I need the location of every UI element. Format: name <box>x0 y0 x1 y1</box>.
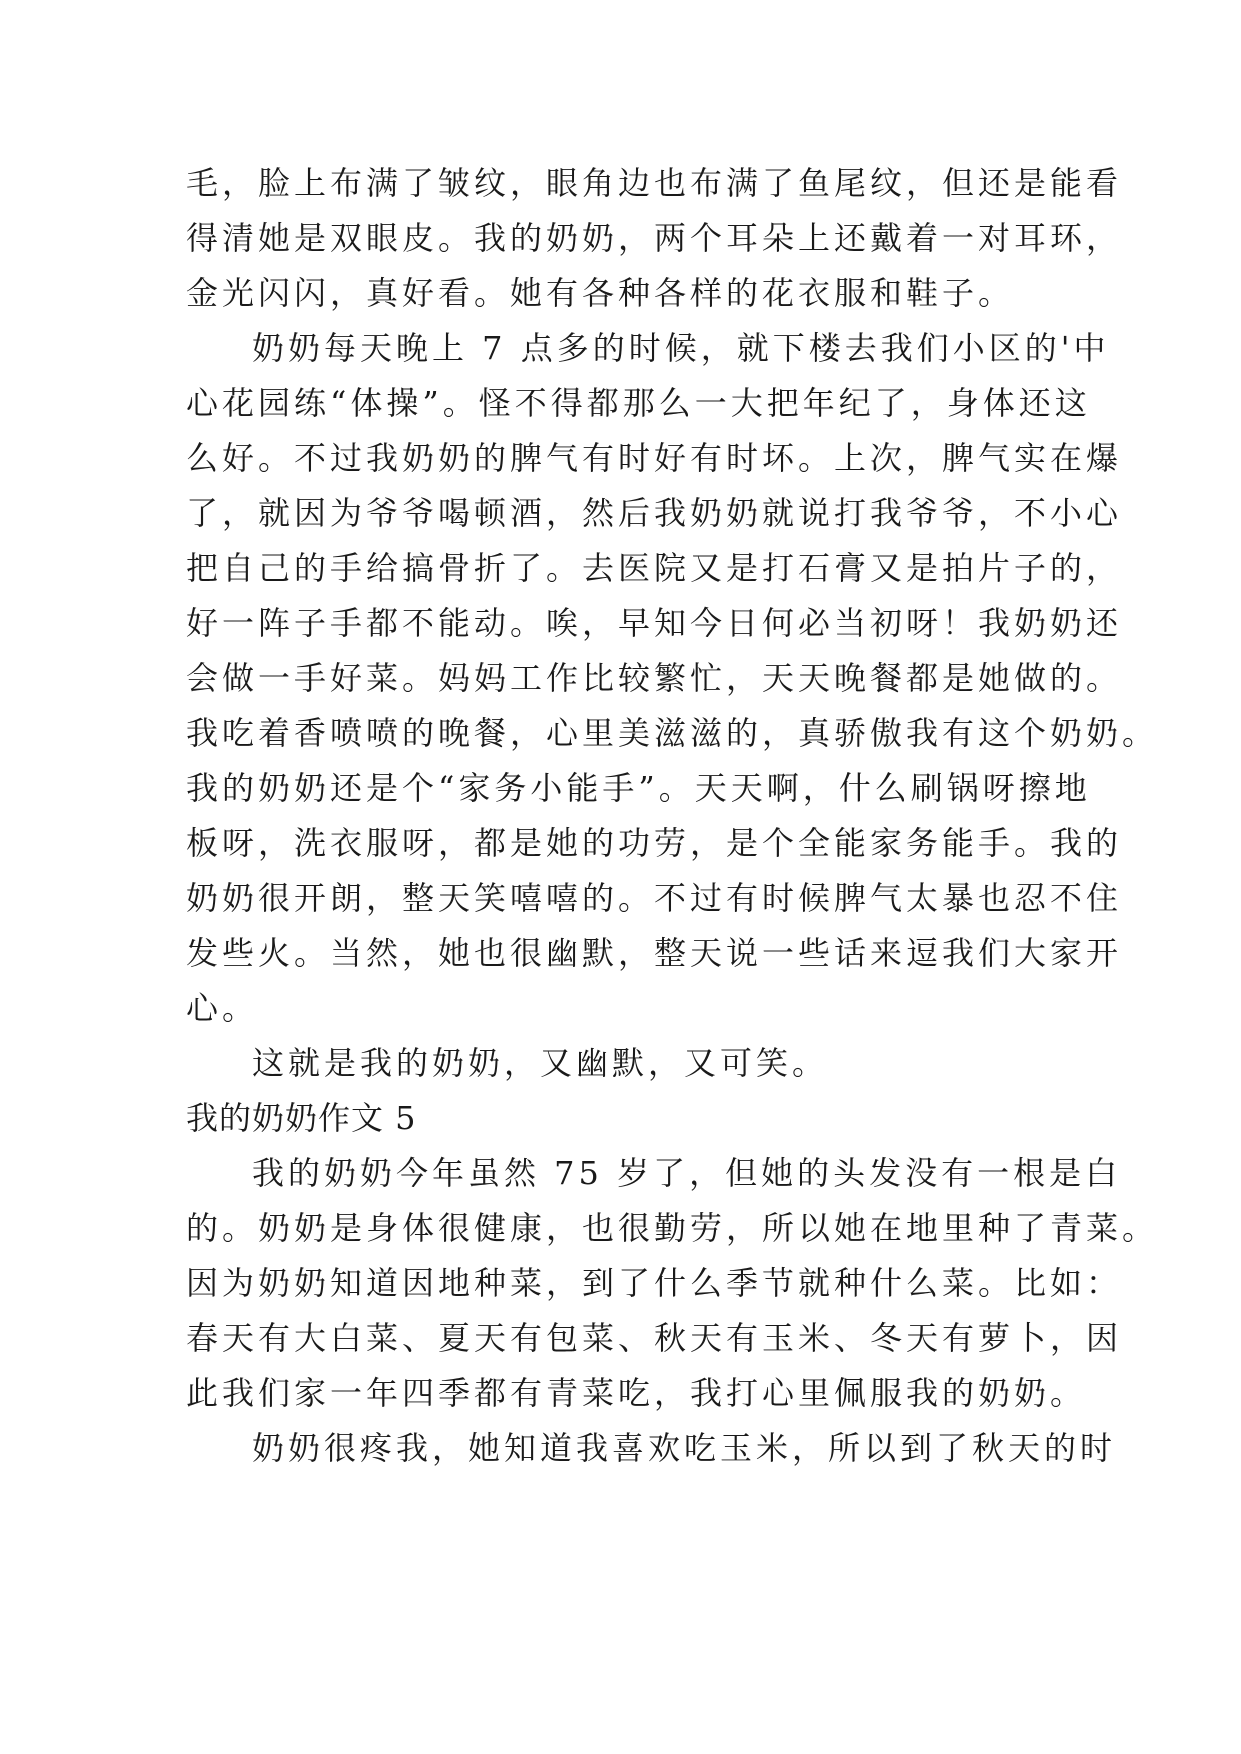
text-line: 发些火。当然，她也很幽默，整天说一些话来逗我们大家开 <box>186 934 1123 972</box>
paragraph-start-line: 奶奶每天晚上 7 点多的时候，就下楼去我们小区的'中 <box>252 329 1110 367</box>
text-line: 了，就因为爷爷喝顿酒，然后我奶奶就说打我爷爷，不小心 <box>186 494 1123 532</box>
paragraph-start-line: 奶奶很疼我，她知道我喜欢吃玉米，所以到了秋天的时 <box>252 1429 1117 1467</box>
text-line: 此我们家一年四季都有青菜吃，我打心里佩服我的奶奶。 <box>186 1374 1087 1412</box>
text-line: 心花园练“体操”。怪不得都那么一大把年纪了，身体还这 <box>186 384 1091 422</box>
paragraph-start-line: 这就是我的奶奶，又幽默，又可笑。 <box>252 1044 829 1082</box>
text-line: 金光闪闪，真好看。她有各种各样的花衣服和鞋子。 <box>186 274 1015 312</box>
text-line: 心。 <box>186 989 259 1027</box>
document-body <box>186 156 1159 1476</box>
text-line: 我的奶奶还是个“家务小能手”。天天啊，什么刷锅呀擦地 <box>186 769 1091 807</box>
text-line: 毛，脸上布满了皱纹，眼角边也布满了鱼尾纹，但还是能看 <box>186 164 1123 202</box>
text-line: 板呀，洗衣服呀，都是她的功劳，是个全能家务能手。我的 <box>186 824 1123 862</box>
text-line: 把自己的手给搞骨折了。去医院又是打石膏又是拍片子的， <box>186 549 1123 587</box>
text-line: 得清她是双眼皮。我的奶奶，两个耳朵上还戴着一对耳环， <box>186 219 1123 257</box>
text-line: 春天有大白菜、夏天有包菜、秋天有玉米、冬天有萝卜，因 <box>186 1319 1123 1357</box>
text-line: 么好。不过我奶奶的脾气有时好有时坏。上次，脾气实在爆 <box>186 439 1123 477</box>
text-line: 我吃着香喷喷的晚餐，心里美滋滋的，真骄傲我有这个奶奶。 <box>186 714 1159 752</box>
text-line: 奶奶很开朗，整天笑嘻嘻的。不过有时候脾气太暴也忍不住 <box>186 879 1123 917</box>
text-line: 好一阵子手都不能动。唉，早知今日何必当初呀！我奶奶还 <box>186 604 1123 642</box>
paragraph-start-line: 我的奶奶今年虽然 75 岁了，但她的头发没有一根是白 <box>252 1154 1122 1192</box>
text-line: 因为奶奶知道因地种菜，到了什么季节就种什么菜。比如： <box>186 1264 1123 1302</box>
text-line: 会做一手好菜。妈妈工作比较繁忙，天天晚餐都是她做的。 <box>186 659 1123 697</box>
text-line: 的。奶奶是身体很健康，也很勤劳，所以她在地里种了青菜。 <box>186 1209 1159 1247</box>
section-heading: 我的奶奶作文 5 <box>186 1099 417 1137</box>
